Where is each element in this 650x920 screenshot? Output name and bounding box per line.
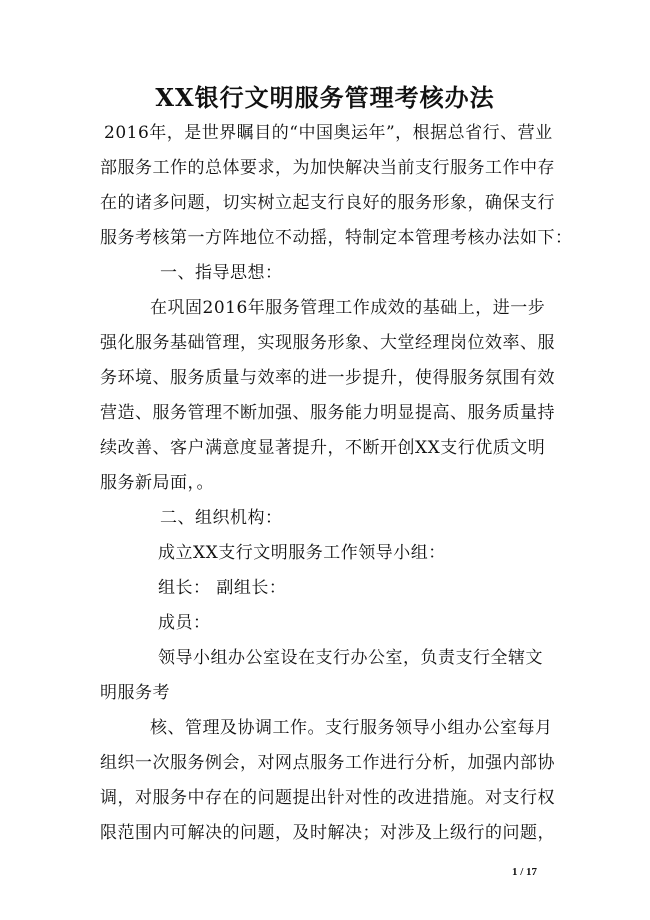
paragraph-line: 服务新局面，。 [100,473,214,493]
paragraph-line: 领导小组办公室设在支行办公室，负责支行全辖文 [158,648,543,668]
document-title: XX银行文明服务管理考核办法 [155,83,495,112]
section-heading: 一、指导思想： [160,263,283,283]
paragraph-line: 成员： [158,613,211,633]
section-heading: 二、组织机构： [160,508,283,528]
paragraph-line: 核、管理及协调工作。支行服务领导小组办公室每月 [150,718,553,738]
paragraph-line: 组织一次服务例会，对网点服务工作进行分析，加强内部协 [100,753,555,773]
paragraph-line: 强化服务基础管理，实现服务形象、大堂经理岗位效率、服 [100,333,555,353]
paragraph-line: 续改善、客户满意度显著提升，不断开创XX支行优质文明 [100,438,546,458]
paragraph-line: 服务考核第一方阵地位不动摇，特制定本管理考核办法如下： [100,228,573,248]
paragraph-line: 部服务工作的总体要求，为加快解决当前支行服务工作中存 [100,158,555,178]
paragraph-line: 限范围内可解决的问题，及时解决；对涉及上级行的问题， [100,823,555,843]
paragraph-line: 营造、服务管理不断加强、服务能力明显提高、服务质量持 [100,403,555,423]
paragraph-line: 在的诸多问题，切实树立起支行良好的服务形象，确保支行 [100,193,555,213]
paragraph-line: 明服务考 [100,683,170,703]
paragraph-line: 调，对服务中存在的问题提出针对性的改进措施。对支行权 [100,788,555,808]
page-number: 1 / 17 [512,866,538,878]
paragraph-line: 成立XX支行文明服务工作领导小组： [158,543,446,563]
paragraph-line: 2016年，是世界瞩目的“中国奥运年”，根据总省行、营业 [104,123,553,143]
paragraph-line: 组长： 副组长： [158,578,287,598]
paragraph-line: 务环境、服务质量与效率的进一步提升，使得服务氛围有效 [100,368,555,388]
paragraph-line: 在巩固2016年服务管理工作成效的基础上，进一步 [150,298,546,318]
document-body [100,116,573,851]
